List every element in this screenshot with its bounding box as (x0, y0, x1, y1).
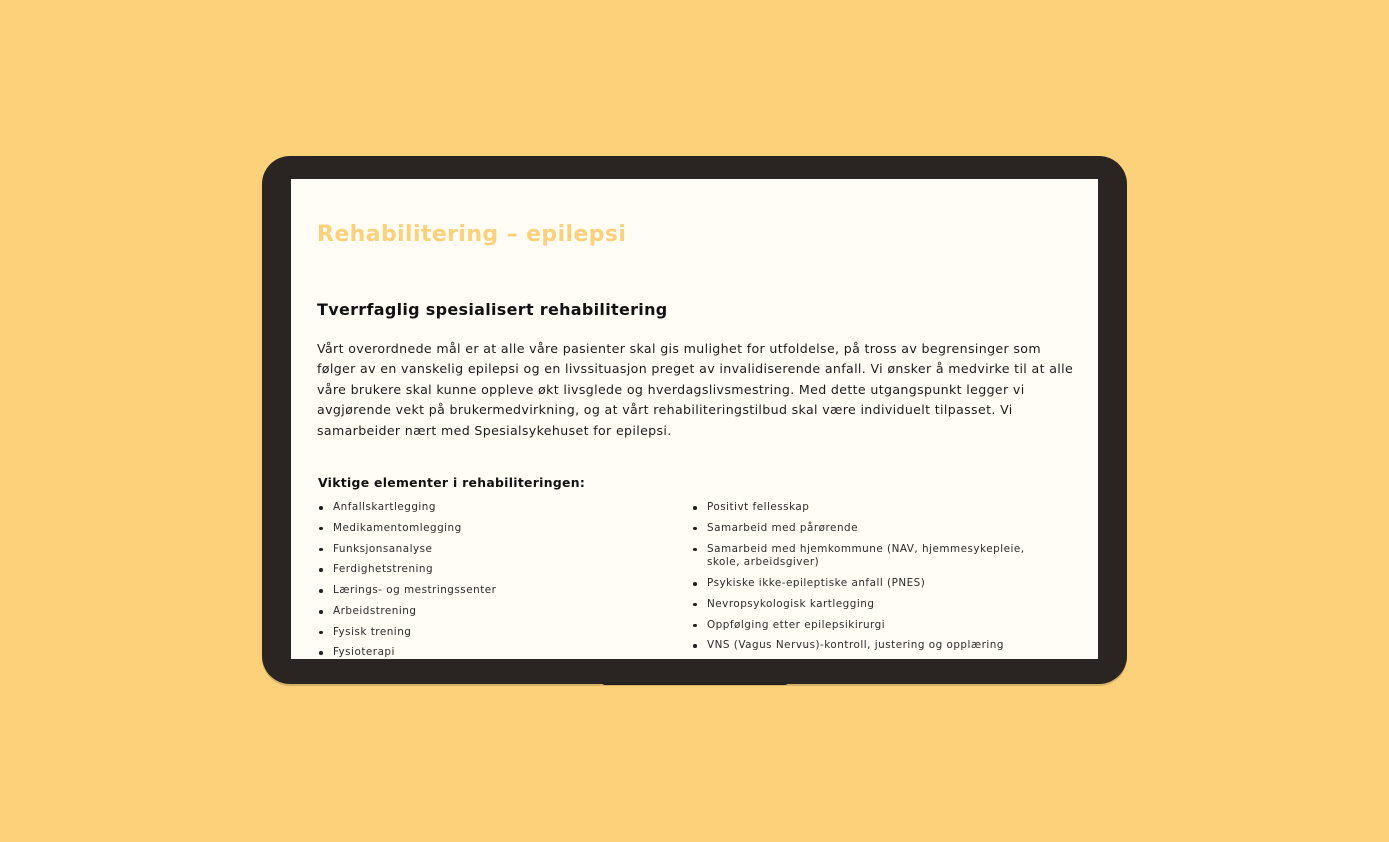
device-screen[interactable] (291, 179, 1098, 659)
list-item (317, 501, 667, 515)
list-item-label: Funksjonsanalyse (333, 542, 433, 555)
elements-list-right (691, 501, 1051, 659)
list-item-label: Arbeidstrening (333, 604, 417, 617)
bullet-icon (693, 548, 697, 552)
bullet-icon (319, 548, 323, 552)
tablet-device-frame (262, 156, 1127, 684)
elements-list-left (317, 501, 667, 659)
list-item (691, 639, 1051, 653)
list-item-label: Anfallskartlegging (333, 501, 436, 513)
bullet-icon (319, 506, 323, 510)
list-item-label: VNS (Vagus Nervus)-kontroll, justering og opplæring (707, 639, 1004, 652)
bullet-icon (319, 610, 323, 614)
bullet-icon (693, 603, 697, 607)
bullet-icon (319, 527, 323, 531)
list-item-label: Samarbeid med pårørende (707, 521, 859, 534)
list-item (691, 522, 1051, 536)
list-item-label: Psykiske ikke-epileptiske anfall (PNES) (707, 576, 926, 589)
list-item (317, 563, 667, 577)
list-item-label: Fysisk trening (333, 625, 412, 638)
intro-paragraph: Vårt overordnede mål er at alle våre pasienter skal gis mulighet for utfoldelse, på tross av begrensinger som følger av en vanskelig epilepsi og en livssituasjon preget av invalidiserende anfall. Vi ønsker å medvirke til at alle våre brukere skal kunne oppleve økt livsglede og hverdagslivsmestring. Med dette utgangspunkt legger vi avgjørende vekt på brukermedvirkning, og at vårt rehabiliteringstilbud skal være individuelt tilpasset. Vi samarbeider nært med Spesialsykehuset for epilepsi. (317, 341, 1074, 438)
list-item-label: Positivt fellesskap (707, 501, 810, 513)
list-item-label: Lærings- og mestringssenter (333, 584, 497, 597)
page-title: Rehabilitering – epilepsi (317, 222, 627, 247)
bullet-icon (319, 568, 323, 572)
list-item-label: Ferdighetstrening (333, 563, 434, 576)
list-item-label: Oppfølging etter epilepsikirurgi (707, 618, 886, 631)
list-item (691, 577, 1051, 591)
list-item-label: Fysioterapi (333, 646, 395, 659)
bullet-icon (693, 527, 697, 531)
bullet-icon (693, 582, 697, 586)
list-item (317, 626, 667, 640)
list-item-label: Medikamentomlegging (333, 521, 462, 534)
list-item (317, 543, 667, 557)
bullet-icon (693, 506, 697, 510)
list-item (691, 543, 1051, 570)
section-heading: Tverrfaglig spesialisert rehabilitering (317, 300, 668, 319)
list-item (691, 598, 1051, 612)
list-item (691, 501, 1051, 515)
elements-heading: Viktige elementer i rehabiliteringen: (318, 475, 586, 490)
list-item-label: Samarbeid med hjemkommune (NAV, hjemmesykepleie, skole, arbeidsgiver) (707, 542, 1025, 569)
device-stand (602, 682, 788, 685)
bullet-icon (319, 651, 323, 655)
list-item (317, 646, 667, 659)
list-item (317, 522, 667, 536)
bullet-icon (319, 589, 323, 593)
bullet-icon (693, 624, 697, 628)
list-item (317, 584, 667, 598)
bullet-icon (693, 644, 697, 648)
bullet-icon (319, 631, 323, 635)
list-item (317, 605, 667, 619)
list-item-label: Nevropsykologisk kartlegging (707, 597, 875, 610)
list-item (691, 619, 1051, 633)
